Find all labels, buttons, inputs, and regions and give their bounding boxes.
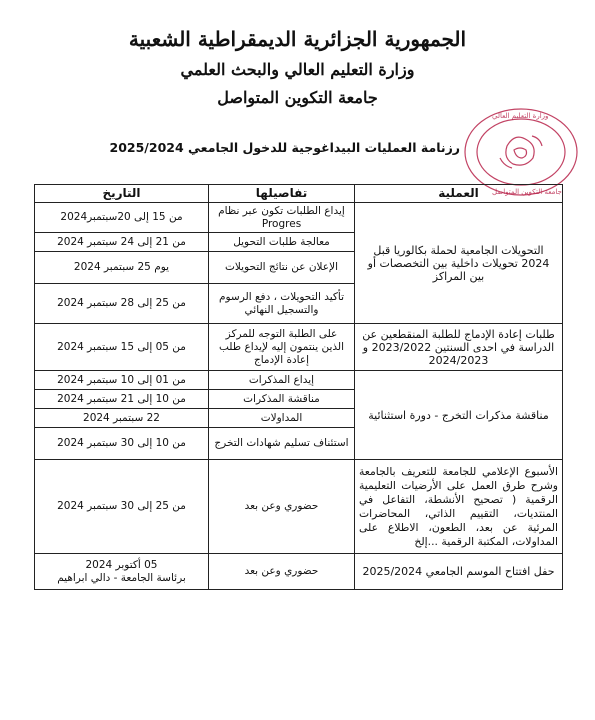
table-header-row (35, 185, 563, 203)
operation-cell: الأسبوع الإعلامي للجامعة للتعريف بالجامعة وشرح طرق العمل على الأرضيات التعليمية الرقمية ( تصحيح الأنشطة، التفاعل في المنتديات، التقييم الذاتي، المحاضرات المرئية عن بعد، الطعون، الاطلاع على المداولات، المكتبة الرقمية ...إلخ (355, 460, 563, 554)
operation-cell: التحويلات الجامعية لحملة بكالوريا قبل 2024 تحويلات داخلية بين التخصصات أو بين المراكز (355, 203, 563, 324)
table-row (35, 554, 563, 590)
details-cell: إيداع الطلبات تكون عبر نظام Progres (209, 203, 355, 233)
operation-cell: مناقشة مذكرات التخرج - دورة استثنائية (355, 371, 563, 460)
venue-text: برئاسة الجامعة - دالي ابراهيم (57, 571, 186, 584)
date-cell (35, 554, 209, 590)
header-university: جامعة التكوين المتواصل (217, 88, 378, 107)
header-ministry: وزارة التعليم العالي والبحث العلمي (180, 60, 415, 79)
date-cell: 22 سبتمبر 2024 (35, 409, 209, 428)
details-cell: الإعلان عن نتائج التحويلات (209, 252, 355, 284)
date-cell: من 10 إلى 30 سبتمبر 2024 (35, 428, 209, 460)
operation-cell: حفل افتتاح الموسم الجامعي 2025/2024 (355, 554, 563, 590)
details-cell: تأكيد التحويلات ، دفع الرسوم والتسجيل النهائي (209, 284, 355, 324)
details-cell: المداولات (209, 409, 355, 428)
details-cell: حضوري وعن بعد (209, 460, 355, 554)
date-cell: من 05 إلى 15 سبتمبر 2024 (35, 324, 209, 371)
details-cell: على الطلبة التوجه للمركز الذين ينتمون إليه لإيداع طلب إعادة الإدماج (209, 324, 355, 371)
header-details: تفاصيلها (209, 185, 355, 203)
details-cell: إيداع المذكرات (209, 371, 355, 390)
date-cell: يوم 25 سبتمبر 2024 (35, 252, 209, 284)
header-country: الجمهورية الجزائرية الديمقراطية الشعبية (128, 27, 467, 51)
date-cell: من 10 إلى 21 سبتمبر 2024 (35, 390, 209, 409)
header-operation: العملية (355, 185, 563, 203)
svg-text:جامعة التكوين المتواصل: جامعة التكوين المتواصل (492, 188, 562, 196)
operation-cell: طلبات إعادة الإدماج للطلبة المنقطعين عن الدراسة في احدى السنتين 2023/2022 و 2024/2023 (355, 324, 563, 371)
table-row (35, 460, 563, 554)
details-cell: استئناف تسليم شهادات التخرج (209, 428, 355, 460)
date-cell: من 21 إلى 24 سبتمبر 2024 (35, 233, 209, 252)
details-cell: حضوري وعن بعد (209, 554, 355, 590)
table-row (35, 203, 563, 233)
date-cell: من 25 إلى 30 سبتمبر 2024 (35, 460, 209, 554)
date-cell: من 15 إلى 20سبتمبر2024 (35, 203, 209, 233)
document-title: رزنامة العمليات البيداغوجية للدخول الجامعي 2025/2024 (109, 140, 460, 155)
details-cell: مناقشة المذكرات (209, 390, 355, 409)
date-cell: من 25 إلى 28 سبتمبر 2024 (35, 284, 209, 324)
table-row (35, 371, 563, 390)
date-cell: من 01 إلى 10 سبتمبر 2024 (35, 371, 209, 390)
date-text: 05 أكتوبر 2024 (85, 558, 158, 571)
table-row (35, 324, 563, 371)
details-cell: معالجة طلبات التحويل (209, 233, 355, 252)
svg-text:وزارة التعليم العالي: وزارة التعليم العالي (492, 112, 549, 120)
header-date: التاريخ (35, 185, 209, 203)
schedule-table (34, 184, 563, 590)
